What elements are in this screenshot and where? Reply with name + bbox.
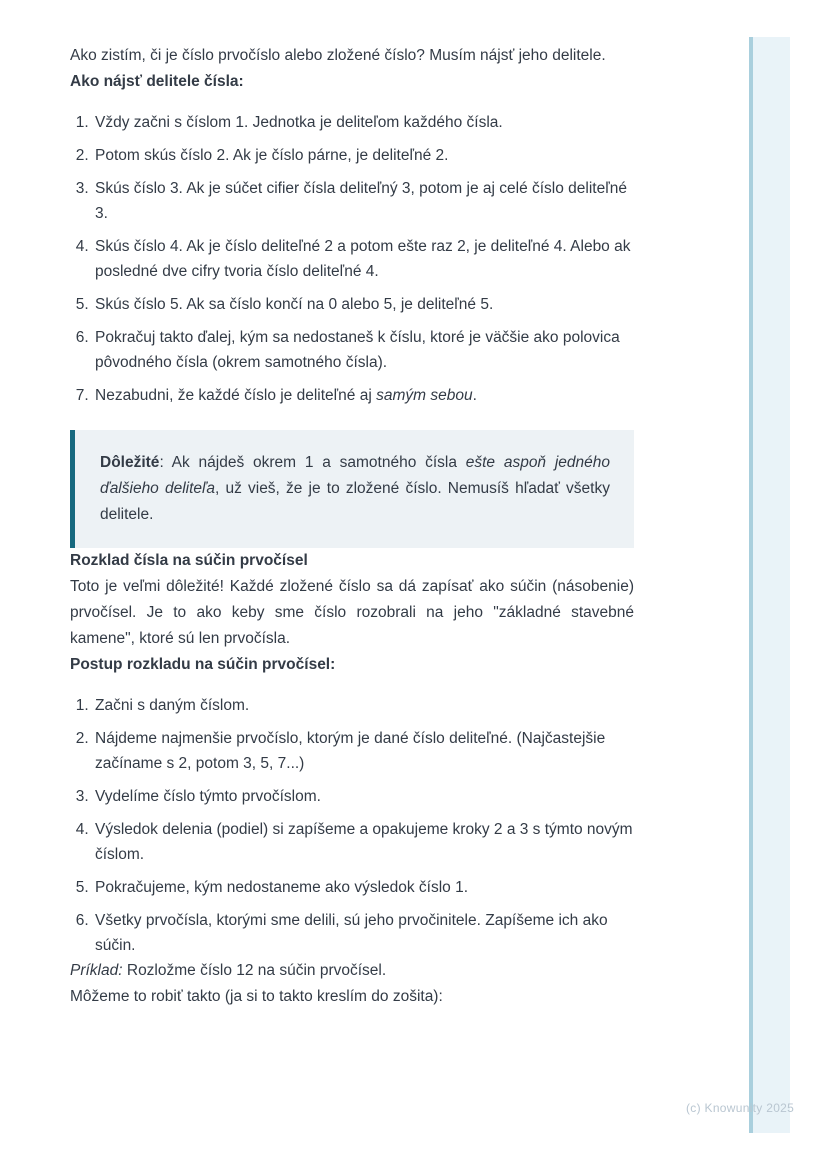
factorization-steps-heading: Postup rozkladu na súčin prvočísel: (70, 656, 336, 673)
factorization-heading: Rozklad čísla na súčin prvočísel (70, 552, 308, 569)
factorization-steps-list (70, 693, 634, 958)
list-item (93, 292, 634, 317)
list-item (93, 234, 634, 284)
callout-label: Dôležité (100, 454, 160, 471)
outro-paragraph: Môžeme to robiť takto (ja si to takto kreslím do zošita): (70, 988, 443, 1005)
callout-text: Ak nájdeš okrem 1 a samotného čísla (171, 454, 466, 471)
list-item-italic-text: samým sebou (376, 387, 473, 404)
document-content (70, 43, 634, 1010)
list-item-text: Skús číslo 5. Ak sa číslo končí na 0 alebo 5, je deliteľné 5. (95, 296, 494, 313)
find-divisors-list (70, 110, 634, 408)
intro-paragraph: Ako zistím, či je číslo prvočíslo alebo zložené číslo? Musím nájsť jeho delitele. (70, 47, 606, 64)
list-item (93, 110, 634, 135)
list-item-text: Výsledok delenia (podiel) si zapíšeme a opakujeme kroky 2 a 3 s týmto novým číslom. (95, 821, 633, 863)
list-item-text: Skús číslo 4. Ak je číslo deliteľné 2 a potom ešte raz 2, je deliteľné 4. Alebo ak posledné dve cifry tvoria číslo deliteľné 4. (95, 238, 631, 280)
find-divisors-heading: Ako nájsť delitele čísla: (70, 73, 244, 90)
example-paragraph (70, 958, 634, 984)
list-item (93, 875, 634, 900)
callout-italic-text: ešte aspoň jedného ďalšieho deliteľa (100, 454, 610, 497)
list-item (93, 693, 634, 718)
example-label: Príklad: (70, 962, 123, 979)
example-text: Rozložme číslo 12 na súčin prvočísel. (122, 962, 387, 979)
list-item-text: Nájdeme najmenšie prvočíslo, ktorým je dané číslo deliteľné. (Najčastejšie začíname s 2, potom 3, 5, 7...) (95, 730, 606, 772)
list-item-text: Vždy začni s číslom 1. Jednotka je deliteľom každého čísla. (95, 114, 503, 131)
list-item-text: Nezabudni, že každé číslo je deliteľné aj (95, 387, 377, 404)
list-item (93, 908, 634, 958)
list-item-text: Všetky prvočísla, ktorými sme delili, sú jeho prvočinitele. Zapíšeme ich ako súčin. (95, 912, 608, 954)
list-item-text: Pokračujeme, kým nedostaneme ako výsledok číslo 1. (95, 879, 469, 896)
page-edge-strip (749, 37, 790, 1133)
list-item-text: Potom skús číslo 2. Ak je číslo párne, je deliteľné 2. (95, 147, 449, 164)
list-item-text: Pokračuj takto ďalej, kým sa nedostaneš k číslu, ktoré je väčšie ako polovica pôvodného čísla (okrem samotného čísla). (95, 329, 620, 371)
list-item (93, 176, 634, 226)
important-callout (70, 430, 634, 548)
list-item-text: . (472, 387, 477, 404)
callout-separator: : (159, 454, 172, 471)
list-item (93, 325, 634, 375)
list-item-text: Skús číslo 3. Ak je súčet cifier čísla deliteľný 3, potom je aj celé číslo deliteľné 3. (95, 180, 627, 222)
list-item (93, 383, 634, 408)
list-item-text: Začni s daným číslom. (95, 697, 250, 714)
list-item (93, 143, 634, 168)
list-item (93, 784, 634, 809)
list-item-text: Vydelíme číslo týmto prvočíslom. (95, 788, 321, 805)
callout-text-after: , už vieš, že je to zložené číslo. Nemusíš hľadať všetky delitele. (100, 480, 610, 523)
list-item (93, 817, 634, 867)
list-item (93, 726, 634, 776)
watermark: (c) Knowunity 2025 (686, 1101, 795, 1115)
factorization-intro-paragraph: Toto je veľmi dôležité! Každé zložené číslo sa dá zapísať ako súčin (násobenie) prvočísel. Je to ako keby sme číslo rozobrali na jeho "základné stavebné kamene", ktoré sú len prvočísla. (70, 578, 634, 647)
